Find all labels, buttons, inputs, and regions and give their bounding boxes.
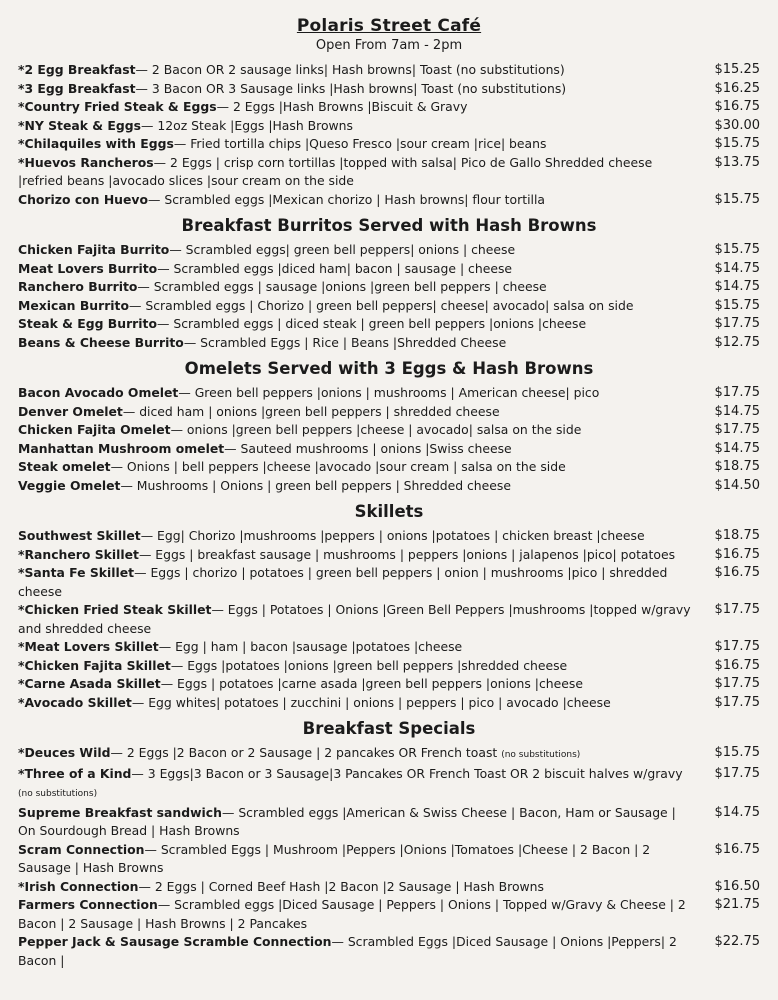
menu-item-text: [18, 191, 702, 210]
menu-item-description: Scrambled eggs |American & Swiss Cheese | Bacon, Ham or Sausage | On Sourdough Bread | Hash Browns: [18, 804, 676, 838]
section-title: Breakfast Burritos Served with Hash Browns: [181, 216, 597, 235]
menu-item: [18, 315, 760, 334]
section-title: Skillets: [354, 502, 424, 521]
menu-item-description: 2 Eggs |Hash Browns |Biscuit & Gravy: [232, 99, 468, 114]
menu-item-description: Scrambled eggs| green bell peppers| onions | cheese: [185, 242, 516, 257]
menu-item-price: $14.75: [714, 279, 760, 294]
menu-item-description: Green bell peppers |onions | mushrooms | American cheese| pico: [194, 385, 600, 400]
menu-item: [18, 440, 760, 459]
menu-item-note: (no substitutions): [501, 750, 581, 760]
menu-item-name: Meat Lovers Burrito: [18, 260, 158, 276]
menu-body: [0, 61, 778, 970]
menu-item-name: Beans & Cheese Burrito: [18, 334, 184, 350]
menu-item-name: Ranchero Burrito: [18, 279, 138, 294]
menu-item-price: $16.75: [714, 841, 760, 857]
menu-item-description: Scrambled eggs |Diced Sausage | Peppers | Onions | Topped w/Gravy & Cheese | 2 Bacon | 2 Sausage | Hash Browns | 2 Pancakes: [18, 897, 686, 931]
menu-item-text: [18, 744, 702, 765]
menu-item-text: [18, 80, 702, 99]
dash-separator: —: [169, 242, 186, 257]
menu-item-name: Steak omelet: [18, 459, 111, 474]
menu-item-text: [18, 117, 702, 136]
dash-separator: —: [134, 565, 151, 580]
menu-item-name: Scram Connection: [18, 841, 145, 857]
menu-item: [18, 638, 760, 657]
menu-section: [0, 501, 778, 712]
menu-item-name: Pepper Jack & Sausage Scramble Connection: [18, 934, 332, 949]
dash-separator: —: [157, 897, 175, 912]
menu-item-text: [18, 804, 702, 841]
menu-item: [18, 98, 760, 117]
menu-item-name: *Huevos Rancheros: [18, 154, 154, 170]
menu-item-price: $16.25: [714, 80, 760, 96]
dash-separator: —: [148, 191, 165, 207]
menu-item-text: [18, 765, 702, 804]
menu-item-text: [18, 440, 702, 459]
menu-item: [18, 878, 760, 897]
menu-item-name: *3 Egg Breakfast: [18, 80, 136, 96]
menu-item-description: Egg | ham | bacon |sausage |potatoes |cheese: [175, 639, 463, 654]
opening-hours: Open From 7am - 2pm: [315, 38, 463, 53]
menu-item-text: [18, 477, 702, 496]
dash-separator: —: [216, 99, 233, 114]
menu-item: [18, 601, 760, 638]
menu-item-description: Scrambled eggs | sausage |onions |green bell peppers | cheese: [153, 279, 547, 294]
dash-separator: —: [131, 694, 149, 710]
menu-item-text: [18, 334, 702, 353]
menu-item: [18, 675, 760, 694]
menu-item: [18, 334, 760, 353]
menu-item-price: $13.75: [714, 154, 760, 170]
menu-item: [18, 933, 760, 970]
menu-item-price: $21.75: [714, 897, 760, 912]
menu-item-description: 3 Bacon OR 3 Sausage links |Hash browns| Toast (no substitutions): [151, 80, 567, 96]
menu-item-text: [18, 384, 702, 403]
menu-item-name: Bacon Avocado Omelet: [18, 385, 179, 400]
menu-item-description: 12oz Steak |Eggs |Hash Browns: [157, 117, 353, 133]
menu-item: [18, 297, 760, 316]
menu-item-price: $16.75: [714, 99, 760, 114]
section-title: Breakfast Specials: [302, 719, 476, 738]
menu-item-price: $12.75: [714, 334, 760, 350]
menu-item-text: [18, 694, 702, 713]
menu-item-name: *Three of a Kind: [18, 765, 132, 781]
dash-separator: —: [221, 804, 239, 820]
menu-item-description: Egg| Chorizo |mushrooms |peppers | onions |potatoes | chicken breast |cheese: [157, 528, 645, 543]
dash-separator: —: [120, 477, 137, 493]
menu-item-name: *Chilaquiles with Eggs: [18, 136, 174, 151]
menu-item-description: Scrambled Eggs | Mushroom |Peppers |Onions |Tomatoes |Cheese | 2 Bacon | 2 Sausage | Hash Browns: [18, 841, 651, 875]
menu-item: [18, 241, 760, 260]
menu-item-name: *Irish Connection: [18, 878, 139, 894]
menu-item: [18, 896, 760, 933]
menu-item-price: $16.75: [714, 657, 760, 673]
menu-item-description: Eggs | potatoes |carne asada |green bell peppers |onions |cheese: [177, 676, 583, 691]
menu-item: [18, 278, 760, 297]
menu-item-price: $15.75: [714, 745, 760, 760]
menu-item: [18, 657, 760, 676]
dash-separator: —: [135, 80, 152, 96]
dash-separator: —: [170, 657, 188, 673]
menu-item-price: $14.75: [714, 260, 760, 276]
menu-item-name: *2 Egg Breakfast: [18, 62, 136, 77]
menu-item-price: $14.50: [714, 477, 760, 493]
menu-item-price: $18.75: [714, 459, 760, 474]
menu-item-description: Scrambled eggs |Mexican chorizo | Hash browns| flour tortilla: [164, 191, 545, 207]
menu-item-text: [18, 675, 702, 694]
menu-item-price: $17.75: [714, 602, 760, 617]
menu-item-price: $16.75: [714, 546, 760, 562]
menu-item: [18, 117, 760, 136]
dash-separator: —: [138, 546, 156, 562]
menu-item-text: [18, 841, 702, 878]
dash-separator: —: [158, 639, 176, 654]
menu-item-price: $14.75: [714, 403, 760, 419]
dash-separator: —: [140, 528, 158, 543]
menu-item-price: $16.75: [714, 565, 760, 580]
menu-item-name: Denver Omelet: [18, 403, 123, 419]
menu-item-description: onions |green bell peppers |cheese | avocado| salsa on the side: [186, 422, 582, 437]
menu-item-price: $15.25: [714, 62, 760, 77]
menu-item: [18, 477, 760, 496]
menu-item-price: $17.75: [714, 422, 760, 437]
menu-item-description: Scrambled eggs | diced steak | green bell peppers |onions |cheese: [173, 316, 587, 331]
menu-item-price: $16.50: [714, 878, 760, 894]
menu-item: [18, 765, 760, 804]
menu-item-name: *Carne Asada Skillet: [18, 676, 161, 691]
dash-separator: —: [331, 934, 348, 949]
menu-item-text: [18, 421, 702, 440]
menu-item-name: *Meat Lovers Skillet: [18, 639, 159, 654]
dash-separator: —: [178, 385, 195, 400]
menu-item-name: Mexican Burrito: [18, 297, 129, 313]
dash-separator: —: [157, 260, 174, 276]
menu-item-text: [18, 527, 702, 546]
menu-item-price: $15.75: [714, 242, 760, 257]
dash-separator: —: [144, 841, 161, 857]
menu-item-price: $14.75: [714, 804, 760, 820]
menu-item-description: Sauteed mushrooms | onions |Swiss cheese: [240, 440, 512, 456]
menu-item: [18, 527, 760, 546]
menu-section: [0, 215, 778, 352]
menu-section: [0, 358, 778, 495]
dash-separator: —: [183, 334, 201, 350]
menu-item-note: (no substitutions): [18, 789, 98, 799]
menu-item-text: [18, 638, 702, 657]
menu-item-description: Onions | bell peppers |cheese |avocado |sour cream | salsa on the side: [126, 459, 566, 474]
dash-separator: —: [131, 765, 148, 781]
menu-item-name: Manhattan Mushroom omelet: [18, 440, 225, 456]
menu-item-text: [18, 297, 702, 316]
dash-separator: —: [160, 676, 178, 691]
menu-item: [18, 694, 760, 713]
menu-item-name: Southwest Skillet: [18, 528, 141, 543]
menu-item-text: [18, 601, 702, 638]
menu-item-description: Eggs | Potatoes | Onions |Green Bell Peppers |mushrooms |topped w/gravy and shredded cheese: [18, 602, 691, 636]
menu-item-price: $17.75: [714, 639, 760, 654]
menu-item-text: [18, 878, 702, 897]
menu-item-name: Farmers Connection: [18, 897, 158, 912]
menu-item: [18, 403, 760, 422]
menu-item-name: *Country Fried Steak & Eggs: [18, 99, 217, 114]
menu-item-text: [18, 98, 702, 117]
menu-item-price: $17.75: [714, 694, 760, 710]
menu-item-name: Steak & Egg Burrito: [18, 316, 157, 331]
dash-separator: —: [211, 602, 228, 617]
menu-section: [0, 61, 778, 209]
dash-separator: —: [224, 440, 241, 456]
menu-item-name: *Santa Fe Skillet: [18, 565, 135, 580]
menu-item-description: Scrambled Eggs |Diced Sausage | Onions |Peppers| 2 Bacon |: [18, 934, 677, 968]
menu-item-price: $17.75: [714, 676, 760, 691]
dash-separator: —: [153, 154, 170, 170]
menu-item: [18, 564, 760, 601]
menu-item-name: *Chicken Fajita Skillet: [18, 657, 171, 673]
menu-item: [18, 458, 760, 477]
dash-separator: —: [170, 422, 187, 437]
dash-separator: —: [110, 459, 127, 474]
menu-item-description: Fried tortilla chips |Queso Fresco |sour cream |rice| beans: [190, 136, 547, 151]
menu-item-name: *Avocado Skillet: [18, 694, 132, 710]
menu-item-description: Eggs |potatoes |onions |green bell peppers |shredded cheese: [187, 657, 568, 673]
menu-item-text: [18, 61, 702, 80]
menu-item: [18, 421, 760, 440]
menu-item-text: [18, 896, 702, 933]
menu-item-description: Eggs | chorizo | potatoes | green bell peppers | onion | mushrooms |pico | shredded cheese: [18, 565, 668, 599]
menu-item-price: $17.75: [714, 316, 760, 331]
menu-item-text: [18, 657, 702, 676]
menu-item-name: *Chicken Fried Steak Skillet: [18, 602, 212, 617]
menu-item-description: 2 Bacon OR 2 sausage links| Hash browns| Toast (no substitutions): [151, 62, 565, 77]
menu-item-price: $14.75: [714, 440, 760, 456]
menu-section: [0, 718, 778, 970]
menu-item-text: [18, 546, 702, 565]
menu-item-price: $15.75: [714, 191, 760, 207]
menu-item-description: 3 Eggs|3 Bacon or 3 Sausage|3 Pancakes OR French Toast OR 2 biscuit halves w/gravy: [147, 765, 683, 781]
menu-item-description: diced ham | onions |green bell peppers | shredded cheese: [139, 403, 500, 419]
menu-item: [18, 546, 760, 565]
dash-separator: —: [110, 745, 127, 760]
menu-item-text: [18, 278, 702, 297]
menu-item-text: [18, 315, 702, 334]
cafe-title: Polaris Street Café: [296, 16, 482, 36]
menu-item: [18, 154, 760, 191]
menu-item: [18, 80, 760, 99]
menu-item-price: $17.75: [714, 385, 760, 400]
menu-item: [18, 744, 760, 765]
dash-separator: —: [141, 117, 158, 133]
menu-item: [18, 804, 760, 841]
menu-item-description: Mushrooms | Onions | green bell peppers | Shredded cheese: [136, 477, 511, 493]
menu-item-description: Scrambled eggs |diced ham| bacon | sausage | cheese: [173, 260, 513, 276]
menu-item-price: $15.75: [714, 136, 760, 151]
section-title: Omelets Served with 3 Eggs & Hash Browns: [184, 359, 594, 378]
menu-item: [18, 384, 760, 403]
menu-item-name: *NY Steak & Eggs: [18, 117, 141, 133]
menu-item-description: 2 Eggs | Corned Beef Hash |2 Bacon |2 Sausage | Hash Browns: [154, 878, 544, 894]
menu-item-name: Chorizo con Huevo: [18, 191, 148, 207]
menu-item-name: Chicken Fajita Burrito: [18, 242, 170, 257]
menu-item-text: [18, 458, 702, 477]
menu-item-name: Veggie Omelet: [18, 477, 121, 493]
menu-item-description: 2 Eggs | crisp corn tortillas |topped with salsa| Pico de Gallo Shredded cheese |refried beans |avocado slices |sour cream on the side: [18, 154, 653, 188]
menu-item-text: [18, 260, 702, 279]
menu-item-description: 2 Eggs |2 Bacon or 2 Sausage | 2 pancakes OR French toast: [126, 745, 498, 760]
menu-item-price: $15.75: [714, 297, 760, 313]
menu-item-price: $22.75: [714, 934, 760, 949]
menu-item-name: Supreme Breakfast sandwich: [18, 804, 222, 820]
menu-item-name: *Ranchero Skillet: [18, 546, 139, 562]
menu-item-description: Egg whites| potatoes | zucchini | onions | peppers | pico | avocado |cheese: [148, 694, 611, 710]
menu-item-text: [18, 933, 702, 970]
menu-item: [18, 191, 760, 210]
dash-separator: —: [135, 62, 152, 77]
dash-separator: —: [137, 279, 154, 294]
dash-separator: —: [122, 403, 140, 419]
menu-item-price: $18.75: [714, 528, 760, 543]
menu-item: [18, 135, 760, 154]
menu-item-text: [18, 241, 702, 260]
dash-separator: —: [128, 297, 146, 313]
menu-item: [18, 841, 760, 878]
menu-item: [18, 61, 760, 80]
menu-item-text: [18, 154, 702, 191]
menu-item-name: Chicken Fajita Omelet: [18, 422, 171, 437]
menu-item-price: $17.75: [714, 765, 760, 781]
menu-item-name: *Deuces Wild: [18, 745, 111, 760]
menu-item-price: $30.00: [714, 117, 760, 133]
menu-header: [0, 0, 778, 55]
menu-item-text: [18, 564, 702, 601]
menu-item: [18, 260, 760, 279]
menu-item-description: Eggs | breakfast sausage | mushrooms | peppers |onions | jalapenos |pico| potatoes: [155, 546, 676, 562]
menu-item-text: [18, 135, 702, 154]
dash-separator: —: [156, 316, 174, 331]
menu-item-text: [18, 403, 702, 422]
dash-separator: —: [138, 878, 155, 894]
dash-separator: —: [173, 136, 191, 151]
menu-item-description: Scrambled Eggs | Rice | Beans |Shredded Cheese: [200, 334, 507, 350]
menu-item-description: Scrambled eggs | Chorizo | green bell peppers| cheese| avocado| salsa on side: [145, 297, 634, 313]
